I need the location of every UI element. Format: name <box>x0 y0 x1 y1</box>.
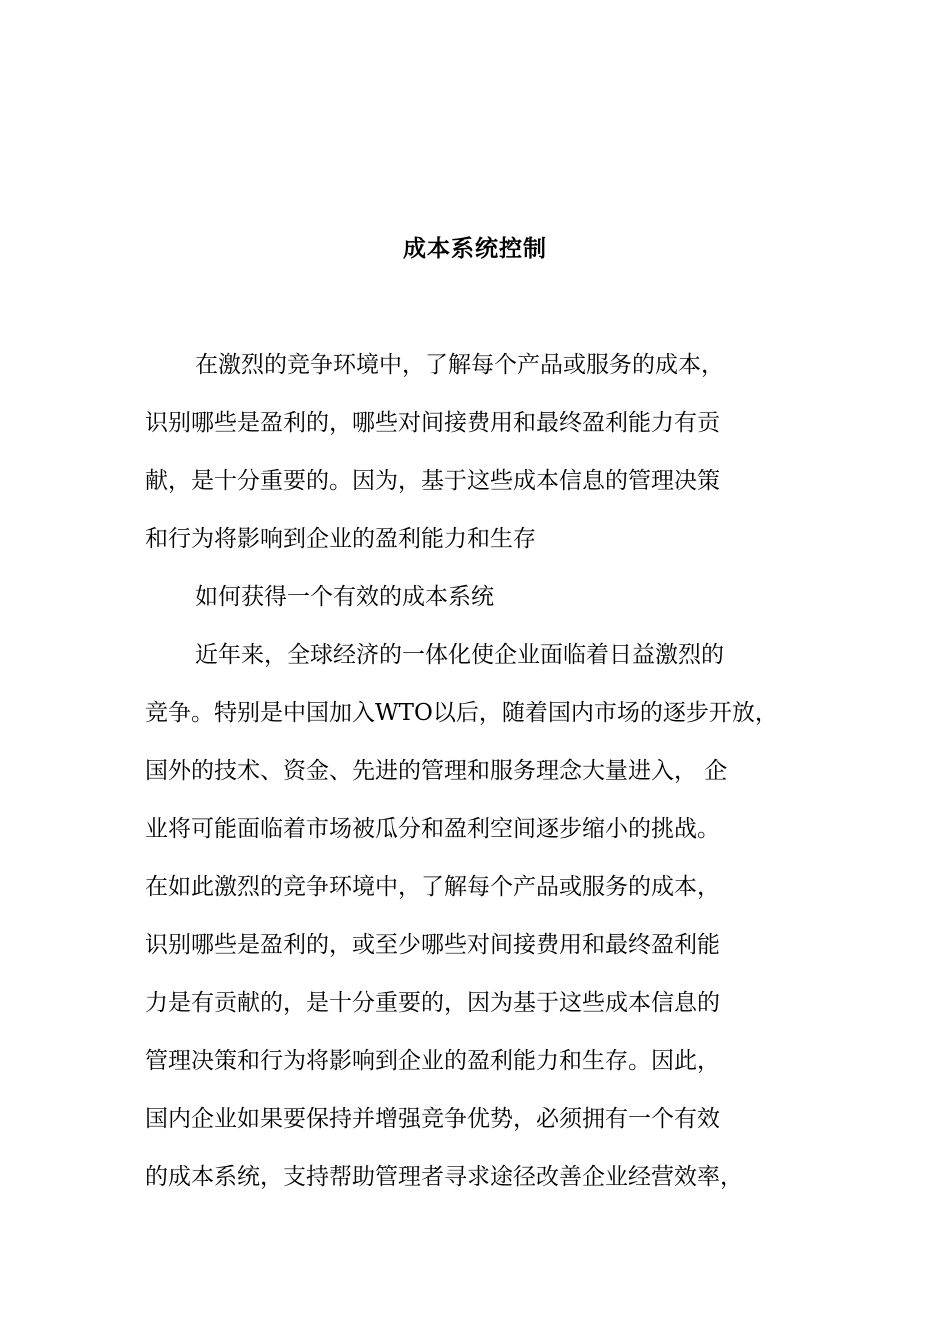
document-title: 成本系统控制 <box>403 235 547 262</box>
body-line: 近年来，全球经济的一体化使企业面临着日益激烈的 <box>195 642 724 668</box>
body-line: 国内企业如果要保持并增强竞争优势，必须拥有一个有效 <box>145 1106 720 1132</box>
body-line: 在如此激烈的竞争环境中，了解每个产品或服务的成本， <box>145 874 720 900</box>
body-line: 竞争。特别是中国加入WTO以后，随着国内市场的逐步开放， <box>145 700 778 726</box>
body-line: 识别哪些是盈利的，哪些对间接费用和最终盈利能力有贡 <box>145 410 720 436</box>
section-heading: 如何获得一个有效的成本系统 <box>195 584 494 610</box>
body-line: 管理决策和行为将影响到企业的盈利能力和生存。因此， <box>145 1048 720 1074</box>
body-line: 的成本系统，支持帮助管理者寻求途径改善企业经营效率， <box>145 1164 743 1190</box>
body-line: 业将可能面临着市场被瓜分和盈利空间逐步缩小的挑战。 <box>145 816 720 842</box>
body-line: 在激烈的竞争环境中，了解每个产品或服务的成本， <box>195 352 724 378</box>
body-line: 献，是十分重要的。因为，基于这些成本信息的管理决策 <box>145 468 720 494</box>
body-line: 和行为将影响到企业的盈利能力和生存 <box>145 526 536 552</box>
body-line: 力是有贡献的，是十分重要的，因为基于这些成本信息的 <box>145 990 720 1016</box>
body-line: 国外的技术、资金、先进的管理和服务理念大量进入， 企 <box>145 758 728 784</box>
body-line: 识别哪些是盈利的，或至少哪些对间接费用和最终盈利能 <box>145 932 720 958</box>
